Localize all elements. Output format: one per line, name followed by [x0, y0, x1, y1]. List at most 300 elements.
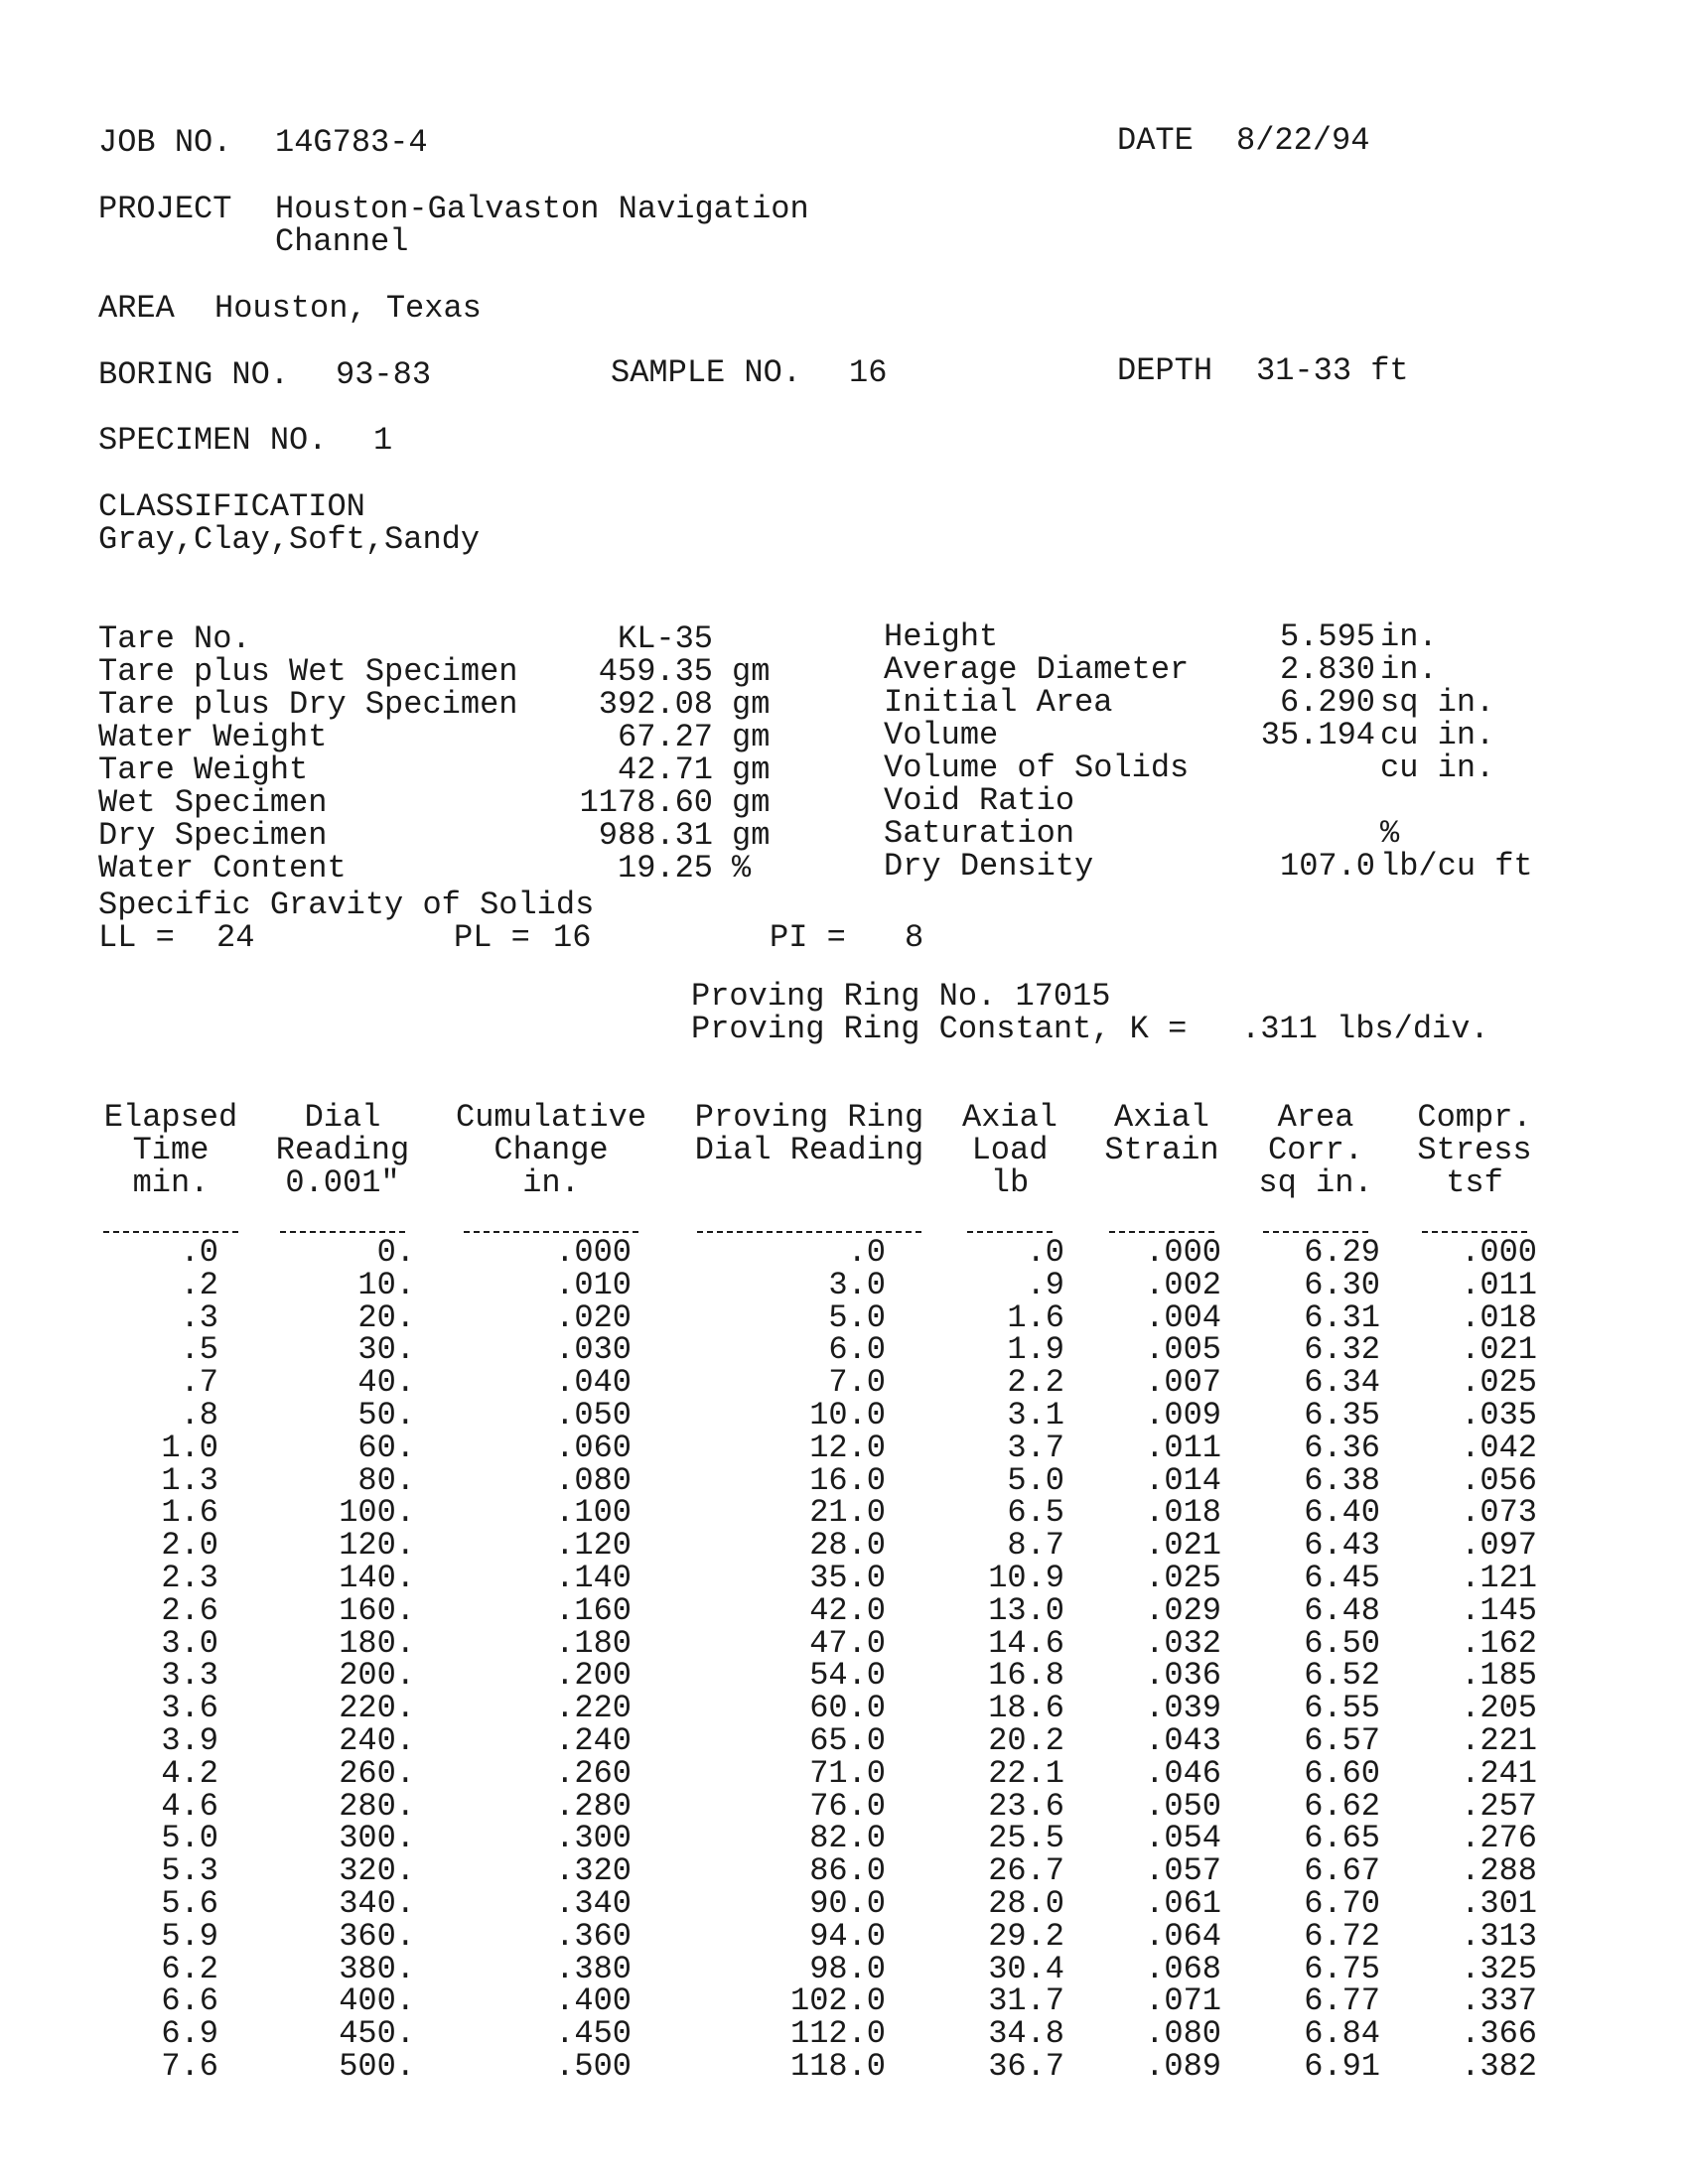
pl-value: 16 [553, 919, 592, 956]
header-rule [967, 1231, 1053, 1233]
property-label: Initial Area [884, 684, 1113, 721]
column-header: Reading [275, 1132, 410, 1168]
table-cell: 80. [357, 1462, 415, 1499]
boring-no-label: BORING NO. [98, 356, 290, 393]
property-unit: in. [1380, 651, 1438, 688]
table-cell: .325 [1461, 1951, 1537, 1987]
table-cell: 60. [357, 1430, 415, 1466]
ll-value: 24 [216, 919, 255, 956]
table-cell: .000 [1145, 1234, 1221, 1271]
table-cell: 6.32 [1304, 1331, 1380, 1368]
specimen-field-unit: gm [732, 686, 771, 723]
table-cell: 82.0 [809, 1820, 886, 1856]
table-cell: .3 [180, 1299, 218, 1336]
depth-label: DEPTH [1117, 352, 1213, 389]
table-cell: .121 [1461, 1560, 1537, 1596]
table-cell: .050 [1145, 1788, 1221, 1825]
specimen-field-unit: % [732, 850, 752, 887]
table-cell: .500 [555, 2048, 632, 2085]
table-row [0, 1852, 1692, 1889]
column-header: Axial [961, 1099, 1058, 1136]
table-cell: 6.5 [1007, 1494, 1064, 1531]
header-rule [280, 1231, 405, 1233]
table-cell: .340 [555, 1885, 632, 1922]
table-cell: .002 [1145, 1267, 1221, 1303]
table-cell: 76.0 [809, 1788, 886, 1825]
table-cell: 12.0 [809, 1430, 886, 1466]
table-cell: .020 [555, 1299, 632, 1336]
table-cell: 4.2 [161, 1755, 218, 1792]
table-cell: .400 [555, 1982, 632, 2019]
property-label: Void Ratio [884, 782, 1075, 819]
table-cell: .205 [1461, 1690, 1537, 1726]
table-cell: 5.3 [161, 1852, 218, 1889]
table-cell: .010 [555, 1267, 632, 1303]
table-cell: .025 [1145, 1560, 1221, 1596]
table-cell: 31.7 [988, 1982, 1064, 2019]
table-cell: 3.9 [161, 1722, 218, 1759]
table-cell: .200 [555, 1657, 632, 1694]
table-cell: 1.6 [161, 1494, 218, 1531]
table-cell: .042 [1461, 1430, 1537, 1466]
table-cell: 112.0 [789, 2015, 886, 2052]
table-cell: .011 [1461, 1267, 1537, 1303]
table-cell: .036 [1145, 1657, 1221, 1694]
property-value: 5.595 [1279, 618, 1375, 655]
column-header: Change [494, 1132, 609, 1168]
column-header: sq in. [1258, 1164, 1373, 1201]
property-unit: lb/cu ft [1380, 848, 1533, 885]
table-cell: 2.2 [1007, 1364, 1064, 1401]
table-cell: .288 [1461, 1852, 1537, 1889]
table-cell: 6.43 [1304, 1527, 1380, 1564]
table-cell: 21.0 [809, 1494, 886, 1531]
table-cell: .000 [1461, 1234, 1537, 1271]
property-value: 2.830 [1279, 651, 1375, 688]
table-cell: 6.55 [1304, 1690, 1380, 1726]
proving-ring-constant-value: .311 lbs/div. [1241, 1011, 1489, 1047]
pi-value: 8 [905, 919, 924, 956]
table-cell: 6.6 [161, 1982, 218, 2019]
table-cell: 240. [339, 1722, 415, 1759]
table-row [0, 1885, 1692, 1922]
specimen-field-value: 42.71 [617, 751, 713, 788]
table-cell: 71.0 [809, 1755, 886, 1792]
table-cell: .046 [1145, 1755, 1221, 1792]
table-cell: .162 [1461, 1625, 1537, 1662]
column-header: min. [132, 1164, 210, 1201]
table-cell: 90.0 [809, 1885, 886, 1922]
table-cell: 5.0 [161, 1820, 218, 1856]
property-value: 107.0 [1279, 848, 1375, 885]
table-cell: 8.7 [1007, 1527, 1064, 1564]
table-cell: 14.6 [988, 1625, 1064, 1662]
table-cell: 6.62 [1304, 1788, 1380, 1825]
specimen-field-label: Tare plus Dry Specimen [98, 686, 518, 723]
table-cell: 6.91 [1304, 2048, 1380, 2085]
specimen-no-value: 1 [373, 422, 393, 459]
table-row [0, 1982, 1692, 2019]
table-cell: 6.2 [161, 1951, 218, 1987]
table-cell: 28.0 [988, 1885, 1064, 1922]
column-header: Proving Ring [694, 1099, 924, 1136]
property-label: Dry Density [884, 848, 1094, 885]
table-cell: 102.0 [789, 1982, 886, 2019]
table-cell: .100 [555, 1494, 632, 1531]
specimen-field-value: 988.31 [598, 817, 713, 854]
header-rule [697, 1231, 921, 1233]
table-cell: 16.8 [988, 1657, 1064, 1694]
specimen-field-label: Tare Weight [98, 751, 309, 788]
table-cell: .337 [1461, 1982, 1537, 2019]
table-cell: 6.48 [1304, 1592, 1380, 1629]
table-cell: 26.7 [988, 1852, 1064, 1889]
specimen-field-unit: gm [732, 719, 771, 755]
table-cell: 94.0 [809, 1918, 886, 1955]
column-header: Dial [304, 1099, 381, 1136]
table-cell: 5.0 [1007, 1462, 1064, 1499]
table-cell: 6.75 [1304, 1951, 1380, 1987]
ll-label: LL = [98, 919, 175, 956]
table-cell: 10. [357, 1267, 415, 1303]
column-header: Stress [1417, 1132, 1532, 1168]
area-value: Houston, Texas [214, 290, 482, 327]
table-cell: 1.3 [161, 1462, 218, 1499]
table-cell: 34.8 [988, 2015, 1064, 2052]
table-cell: 10.9 [988, 1560, 1064, 1596]
table-cell: 20. [357, 1299, 415, 1336]
table-cell: 13.0 [988, 1592, 1064, 1629]
table-cell: 36.7 [988, 2048, 1064, 2085]
pl-label: PL = [454, 919, 530, 956]
table-cell: 18.6 [988, 1690, 1064, 1726]
table-cell: 100. [339, 1494, 415, 1531]
table-cell: 23.6 [988, 1788, 1064, 1825]
table-row [0, 1494, 1692, 1531]
table-cell: 6.38 [1304, 1462, 1380, 1499]
table-cell: 42.0 [809, 1592, 886, 1629]
property-label: Saturation [884, 815, 1075, 852]
table-cell: .056 [1461, 1462, 1537, 1499]
table-cell: .280 [555, 1788, 632, 1825]
table-cell: 5.6 [161, 1885, 218, 1922]
table-cell: .097 [1461, 1527, 1537, 1564]
table-cell: 6.9 [161, 2015, 218, 2052]
table-cell: .221 [1461, 1722, 1537, 1759]
specimen-field-label: Wet Specimen [98, 784, 328, 821]
table-cell: .360 [555, 1918, 632, 1955]
table-cell: 4.6 [161, 1788, 218, 1825]
property-unit: sq in. [1380, 684, 1495, 721]
specimen-field-value: 19.25 [617, 850, 713, 887]
table-cell: 6.34 [1304, 1364, 1380, 1401]
table-cell: 180. [339, 1625, 415, 1662]
table-row [0, 1331, 1692, 1368]
table-row [0, 1560, 1692, 1596]
table-cell: 30.4 [988, 1951, 1064, 1987]
classification-label: CLASSIFICATION [98, 488, 365, 525]
table-cell: 400. [339, 1982, 415, 2019]
property-value: 35.194 [1260, 717, 1375, 753]
table-cell: 20.2 [988, 1722, 1064, 1759]
table-row [0, 1722, 1692, 1759]
table-cell: .241 [1461, 1755, 1537, 1792]
table-cell: 118.0 [789, 2048, 886, 2085]
table-cell: 30. [357, 1331, 415, 1368]
specimen-field-label: Tare No. [98, 620, 251, 657]
specimen-field-label: Water Weight [98, 719, 328, 755]
specific-gravity-label: Specific Gravity of Solids [98, 887, 595, 923]
table-cell: 260. [339, 1755, 415, 1792]
table-cell: .140 [555, 1560, 632, 1596]
table-cell: .071 [1145, 1982, 1221, 2019]
property-unit: cu in. [1380, 717, 1495, 753]
table-cell: 500. [339, 2048, 415, 2085]
table-cell: .313 [1461, 1918, 1537, 1955]
table-cell: .5 [180, 1331, 218, 1368]
table-cell: 16.0 [809, 1462, 886, 1499]
table-cell: 6.30 [1304, 1267, 1380, 1303]
table-cell: .160 [555, 1592, 632, 1629]
table-cell: .260 [555, 1755, 632, 1792]
table-cell: .9 [1026, 1267, 1064, 1303]
column-header: Area [1277, 1099, 1354, 1136]
table-cell: 6.0 [828, 1331, 886, 1368]
table-cell: 6.35 [1304, 1397, 1380, 1433]
header-rule [1422, 1231, 1527, 1233]
table-cell: .366 [1461, 2015, 1537, 2052]
table-cell: .018 [1145, 1494, 1221, 1531]
specimen-field-unit: gm [732, 751, 771, 788]
table-cell: 1.9 [1007, 1331, 1064, 1368]
property-value: 6.290 [1279, 684, 1375, 721]
table-cell: 1.0 [161, 1430, 218, 1466]
column-header: Load [971, 1132, 1049, 1168]
job-no-value: 14G783-4 [275, 124, 428, 161]
table-cell: .029 [1145, 1592, 1221, 1629]
table-cell: 3.7 [1007, 1430, 1064, 1466]
proving-ring-number: Proving Ring No. 17015 [691, 978, 1111, 1015]
table-cell: .0 [847, 1234, 886, 1271]
table-cell: 450. [339, 2015, 415, 2052]
table-row [0, 2048, 1692, 2085]
sample-no-value: 16 [849, 354, 888, 391]
specimen-field-value: 1178.60 [579, 784, 713, 821]
property-unit: % [1380, 815, 1400, 852]
table-cell: .145 [1461, 1592, 1537, 1629]
column-header: lb [990, 1164, 1030, 1201]
table-cell: 35.0 [809, 1560, 886, 1596]
table-cell: 3.0 [161, 1625, 218, 1662]
property-label: Average Diameter [884, 651, 1190, 688]
table-cell: 54.0 [809, 1657, 886, 1694]
table-cell: 160. [339, 1592, 415, 1629]
table-cell: .007 [1145, 1364, 1221, 1401]
table-cell: .089 [1145, 2048, 1221, 2085]
proving-ring-constant-label: Proving Ring Constant, K = [691, 1011, 1188, 1047]
table-cell: .014 [1145, 1462, 1221, 1499]
table-cell: .004 [1145, 1299, 1221, 1336]
specimen-field-label: Water Content [98, 850, 347, 887]
table-cell: .018 [1461, 1299, 1537, 1336]
specimen-field-value: KL-35 [617, 620, 713, 657]
table-cell: 22.1 [988, 1755, 1064, 1792]
table-cell: 3.0 [828, 1267, 886, 1303]
table-cell: 6.70 [1304, 1885, 1380, 1922]
table-cell: 5.0 [828, 1299, 886, 1336]
table-cell: .382 [1461, 2048, 1537, 2085]
table-cell: 360. [339, 1918, 415, 1955]
table-cell: 6.77 [1304, 1982, 1380, 2019]
table-row [0, 1592, 1692, 1629]
table-cell: .120 [555, 1527, 632, 1564]
header-rule [103, 1231, 238, 1233]
table-cell: 300. [339, 1820, 415, 1856]
table-cell: 120. [339, 1527, 415, 1564]
table-row [0, 1820, 1692, 1856]
table-cell: .060 [555, 1430, 632, 1466]
table-cell: 60.0 [809, 1690, 886, 1726]
table-cell: .220 [555, 1690, 632, 1726]
table-cell: .043 [1145, 1722, 1221, 1759]
table-row [0, 1690, 1692, 1726]
table-cell: 3.1 [1007, 1397, 1064, 1433]
pi-label: PI = [770, 919, 846, 956]
table-cell: 47.0 [809, 1625, 886, 1662]
table-cell: 29.2 [988, 1918, 1064, 1955]
table-cell: 2.0 [161, 1527, 218, 1564]
specimen-field-unit: gm [732, 784, 771, 821]
column-header: Cumulative [455, 1099, 647, 1136]
date-value: 8/22/94 [1236, 122, 1370, 159]
table-cell: 2.6 [161, 1592, 218, 1629]
table-cell: 1.6 [1007, 1299, 1064, 1336]
table-cell: .035 [1461, 1397, 1537, 1433]
table-cell: 6.31 [1304, 1299, 1380, 1336]
table-cell: 0. [376, 1234, 415, 1271]
table-cell: .301 [1461, 1885, 1537, 1922]
table-row [0, 1234, 1692, 1271]
table-cell: .8 [180, 1397, 218, 1433]
table-cell: 320. [339, 1852, 415, 1889]
column-header: tsf [1446, 1164, 1503, 1201]
table-cell: .0 [180, 1234, 218, 1271]
table-cell: 10.0 [809, 1397, 886, 1433]
table-cell: 25.5 [988, 1820, 1064, 1856]
table-cell: .040 [555, 1364, 632, 1401]
table-cell: 6.45 [1304, 1560, 1380, 1596]
column-header: Dial Reading [694, 1132, 924, 1168]
table-cell: .2 [180, 1267, 218, 1303]
table-cell: 98.0 [809, 1951, 886, 1987]
table-cell: .320 [555, 1852, 632, 1889]
column-header: Strain [1104, 1132, 1219, 1168]
specimen-field-label: Dry Specimen [98, 817, 328, 854]
area-label: AREA [98, 290, 175, 327]
table-cell: 7.6 [161, 2048, 218, 2085]
table-cell: 2.3 [161, 1560, 218, 1596]
table-cell: .025 [1461, 1364, 1537, 1401]
table-cell: 6.60 [1304, 1755, 1380, 1792]
property-unit: in. [1380, 618, 1438, 655]
table-cell: .300 [555, 1820, 632, 1856]
table-cell: .450 [555, 2015, 632, 2052]
table-row [0, 1918, 1692, 1955]
specimen-field-value: 392.08 [598, 686, 713, 723]
table-cell: 6.57 [1304, 1722, 1380, 1759]
table-row [0, 1364, 1692, 1401]
header-rule [464, 1231, 638, 1233]
table-cell: .180 [555, 1625, 632, 1662]
specimen-field-value: 67.27 [617, 719, 713, 755]
table-cell: 6.72 [1304, 1918, 1380, 1955]
sample-no-label: SAMPLE NO. [611, 354, 802, 391]
table-cell: .257 [1461, 1788, 1537, 1825]
classification-value: Gray,Clay,Soft,Sandy [98, 521, 481, 558]
table-row [0, 1755, 1692, 1792]
table-cell: .050 [555, 1397, 632, 1433]
table-cell: 380. [339, 1951, 415, 1987]
table-cell: 40. [357, 1364, 415, 1401]
date-label: DATE [1117, 122, 1194, 159]
table-cell: 65.0 [809, 1722, 886, 1759]
property-unit: cu in. [1380, 750, 1495, 786]
table-cell: 7.0 [828, 1364, 886, 1401]
table-cell: .054 [1145, 1820, 1221, 1856]
table-cell: .021 [1145, 1527, 1221, 1564]
table-cell: 86.0 [809, 1852, 886, 1889]
column-header: in. [522, 1164, 580, 1201]
table-cell: 3.6 [161, 1690, 218, 1726]
table-cell: 6.50 [1304, 1625, 1380, 1662]
table-cell: .030 [555, 1331, 632, 1368]
table-cell: .7 [180, 1364, 218, 1401]
table-cell: 50. [357, 1397, 415, 1433]
table-cell: 340. [339, 1885, 415, 1922]
table-cell: 6.65 [1304, 1820, 1380, 1856]
table-row [0, 1657, 1692, 1694]
table-cell: .011 [1145, 1430, 1221, 1466]
specimen-no-label: SPECIMEN NO. [98, 422, 328, 459]
job-no-label: JOB NO. [98, 124, 232, 161]
column-header: Time [132, 1132, 210, 1168]
table-cell: .080 [555, 1462, 632, 1499]
table-row [0, 1397, 1692, 1433]
column-header: 0.001" [285, 1164, 400, 1201]
table-cell: .0 [1026, 1234, 1064, 1271]
table-cell: .276 [1461, 1820, 1537, 1856]
table-cell: .005 [1145, 1331, 1221, 1368]
table-cell: .064 [1145, 1918, 1221, 1955]
property-label: Volume of Solids [884, 750, 1190, 786]
table-cell: 28.0 [809, 1527, 886, 1564]
table-cell: .009 [1145, 1397, 1221, 1433]
project-label: PROJECT [98, 191, 232, 227]
depth-value: 31-33 ft [1256, 352, 1409, 389]
header-rule [1263, 1231, 1368, 1233]
table-cell: .000 [555, 1234, 632, 1271]
property-label: Height [884, 618, 999, 655]
table-row [0, 2015, 1692, 2052]
table-cell: .021 [1461, 1331, 1537, 1368]
table-cell: .032 [1145, 1625, 1221, 1662]
table-cell: 280. [339, 1788, 415, 1825]
table-cell: .380 [555, 1951, 632, 1987]
table-cell: .080 [1145, 2015, 1221, 2052]
specimen-field-unit: gm [732, 653, 771, 690]
table-row [0, 1267, 1692, 1303]
table-cell: 6.40 [1304, 1494, 1380, 1531]
